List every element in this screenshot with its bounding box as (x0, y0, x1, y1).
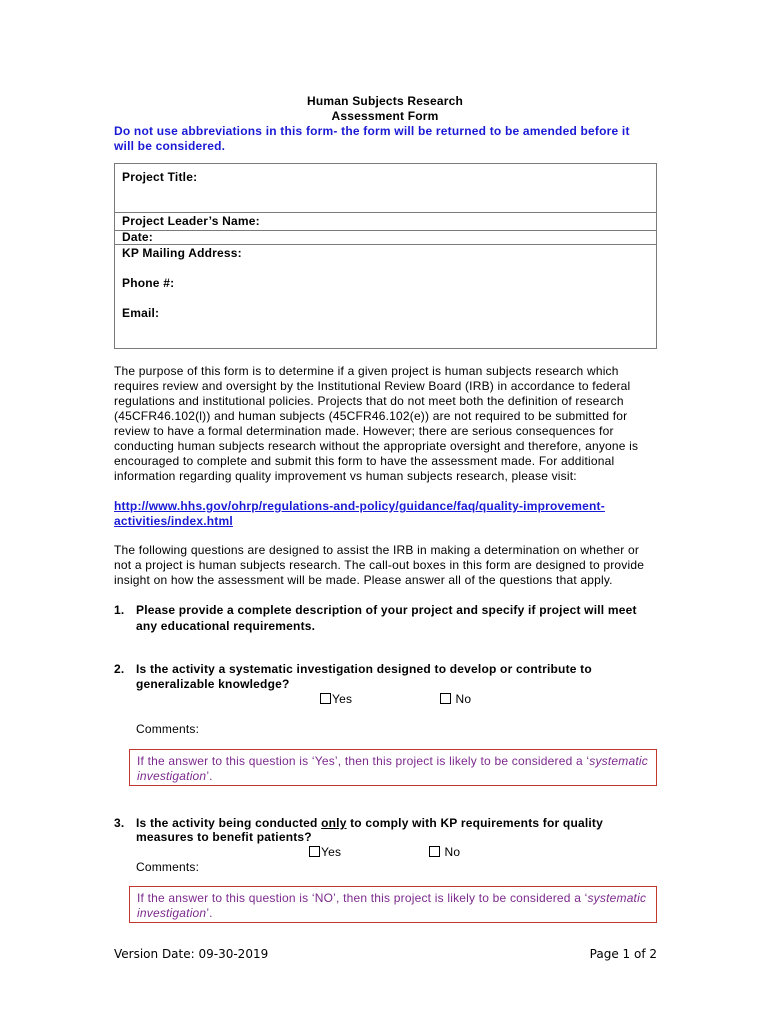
mailing-address-label: KP Mailing Address: (122, 246, 242, 260)
intro-line: The following questions are designed to assist the IRB in making a determination on whether or (114, 543, 640, 557)
question-1-line-1: Please provide a complete description of your project and specify if project will meet (136, 603, 637, 617)
question-1-line-2: any educational requirements. (136, 619, 316, 633)
callout-emphasis: systematic (587, 891, 647, 905)
hhs-link-line-1[interactable]: http://www.hhs.gov/ohrp/regulations-and-policy/guidance/faq/quality-improvement- (114, 499, 605, 513)
intro-paragraph (114, 543, 674, 588)
purpose-line: review to have a formal determination made. However; there are serious consequences for (114, 424, 614, 438)
page-number: Page 1 of 2 (589, 947, 657, 961)
callout-text: If the answer to this question is ‘NO’, then this project is likely to be considered a ‘ (137, 891, 588, 905)
question-2-line-1: Is the activity a systematic investigation designed to develop or contribute to (136, 662, 592, 676)
purpose-line: encouraged to complete and submit this form to have the assessment made. For additional (114, 454, 615, 468)
form-subtitle: Assessment Form (331, 109, 439, 123)
question-2-yes-option[interactable] (320, 692, 352, 707)
question-2-number: 2. (114, 662, 125, 676)
no-label: No (444, 845, 461, 859)
callout-emphasis: investigation (137, 769, 207, 783)
callout-text: If the answer to this question is ‘Yes’, then this project is likely to be considered a ‘ (137, 754, 590, 768)
purpose-paragraph (114, 364, 674, 484)
project-title-field[interactable] (115, 186, 656, 211)
no-checkbox[interactable] (440, 693, 451, 704)
question-3-text: Is the activity being conducted (136, 816, 322, 830)
form-title: Human Subjects Research (307, 94, 463, 108)
yes-label: Yes (332, 692, 353, 706)
yes-checkbox[interactable] (309, 846, 320, 857)
project-leader-label: Project Leader’s Name: (122, 214, 260, 228)
purpose-line: (45CFR46.102(l)) and human subjects (45CFR46.102(e)) are not required to be submitted for (114, 409, 628, 423)
question-2-callout (129, 749, 657, 786)
intro-line: insight on how the assessment will be made. Please answer all of the questions that apply. (114, 573, 613, 587)
question-3-no-option[interactable] (429, 845, 460, 860)
hhs-link[interactable] (114, 499, 605, 529)
purpose-line: conducting human subjects research without the appropriate oversight and therefore, anyone is (114, 439, 639, 453)
email-label: Email: (122, 306, 160, 320)
purpose-line: regulations and institutional policies. Projects that do not meet both the definition of research (114, 394, 624, 408)
question-3-yes-option[interactable] (309, 845, 341, 860)
purpose-line: requires review and oversight by the Institutional Review Board (IRB) in accordance to federal (114, 379, 631, 393)
purpose-line: information regarding quality improvement vs human subjects research, please visit: (114, 469, 577, 483)
question-3-number: 3. (114, 816, 125, 830)
question-3-callout (129, 886, 657, 923)
callout-emphasis: investigation (137, 906, 207, 920)
question-2-no-option[interactable] (440, 692, 471, 707)
question-2-line-2: generalizable knowledge? (136, 677, 290, 691)
intro-line: not a project is human subjects research. The call-out boxes in this form are designed to provide (114, 558, 645, 572)
yes-checkbox[interactable] (320, 693, 331, 704)
no-label: No (455, 692, 472, 706)
phone-label: Phone #: (122, 276, 175, 290)
yes-label: Yes (321, 845, 342, 859)
callout-text: ’. (206, 906, 213, 920)
version-date: Version Date: 09-30-2019 (114, 947, 269, 961)
hhs-link-line-2[interactable]: activities/index.html (114, 514, 233, 528)
callout-emphasis: systematic (589, 754, 648, 768)
callout-text: ’. (206, 769, 213, 783)
no-checkbox[interactable] (429, 846, 440, 857)
question-3-line-1 (136, 816, 603, 831)
question-3-comments-label: Comments: (136, 860, 200, 874)
purpose-line: The purpose of this form is to determine if a given project is human subjects research which (114, 364, 619, 378)
project-info-table (114, 163, 657, 349)
question-3-underlined: only (321, 816, 347, 830)
question-3-line-2: measures to benefit patients? (136, 830, 312, 844)
project-title-label: Project Title: (122, 170, 198, 184)
warning-line-2: will be considered. (114, 139, 226, 153)
warning-line-1: Do not use abbreviations in this form- the form will be returned to be amended before it (114, 124, 630, 138)
date-label: Date: (122, 230, 154, 244)
question-2-comments-label: Comments: (136, 722, 200, 736)
question-1-number: 1. (114, 603, 125, 617)
question-3-text: to comply with KP requirements for quality (346, 816, 603, 830)
